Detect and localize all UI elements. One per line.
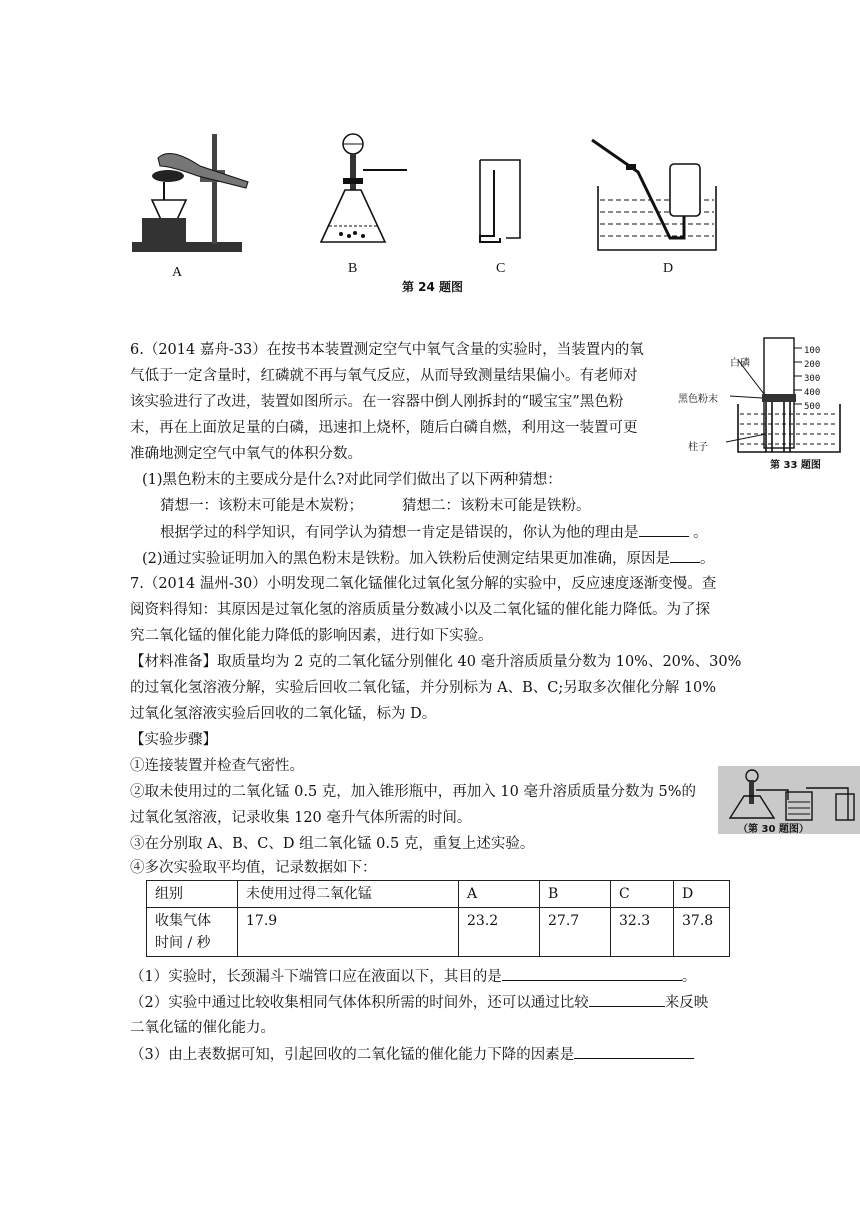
- table-header-cell: A: [459, 881, 540, 908]
- q7-question-2-text: （2）实验中通过比较收集相同气体体积所需的时间外，还可以通过比较: [130, 995, 589, 1011]
- apparatus-c-illustration: [470, 156, 540, 246]
- q7-step-2b: 过氧化氢溶液，记录收集 120 毫升气体所需的时间。: [130, 810, 472, 826]
- label-pillar: 柱子: [688, 442, 708, 453]
- q7-materials-2: 的过氧化氢溶液分解，实验后回收二氧化锰，并分别标为 A、B、C;另取多次催化分解 10%: [130, 680, 717, 696]
- gas-collection-apparatus-illustration: [718, 766, 860, 822]
- figure-24-label-b: B: [348, 261, 358, 276]
- table-cell: 32.3: [611, 908, 674, 957]
- q7-question-2: [130, 990, 708, 1015]
- figure-33-caption: 第 33 题图: [770, 460, 821, 471]
- q7-line-1: 7.（2014 温州-30）小明发现二氧化锰催化过氧化氢分解的实验中，反应速度逐渐变慢。查: [130, 576, 717, 592]
- q6-sub-question-2: [142, 546, 715, 571]
- figure-24-label-d: D: [663, 261, 674, 276]
- q6-answer-blank-1[interactable]: [639, 520, 689, 537]
- q7-question-1: [130, 964, 696, 989]
- q7-steps-title: 【实验步骤】: [130, 732, 217, 748]
- q7-answer-blank-2[interactable]: [589, 990, 665, 1007]
- results-table: [146, 880, 730, 957]
- table-row-label: [147, 908, 238, 957]
- table-header-cell: D: [674, 881, 730, 908]
- q7-step-2a: ②取未使用过的二氧化锰 0.5 克，加入锥形瓶中，再加入 10 毫升溶质质量分数为 5%的: [130, 784, 697, 800]
- q6-guess-2: 猜想二：该粉末可能是铁粉。: [402, 498, 591, 514]
- q7-answer-blank-1[interactable]: [502, 964, 682, 981]
- scale-mark: 100: [804, 346, 821, 356]
- q6-answer-blank-2[interactable]: [670, 546, 700, 563]
- q6-line-4: 末，再在上面放足量的白磷，迅速扣上烧杯，随后白磷自燃，利用这一装置可更: [130, 420, 638, 436]
- table-cell: 23.2: [459, 908, 540, 957]
- q6-guess-1: 猜想一：该粉末可能是木炭粉；: [160, 498, 363, 514]
- q7-question-3: [130, 1042, 694, 1067]
- q7-question-1-end: 。: [681, 969, 697, 985]
- apparatus-d-illustration: [590, 138, 720, 253]
- table-row-label-line-2: 时间 / 秒: [155, 935, 211, 951]
- q7-step-1: ①连接装置并检查气密性。: [130, 758, 304, 774]
- table-header-cell: 未使用过得二氧化锰: [238, 881, 459, 908]
- figure-24-label-c: C: [496, 261, 506, 276]
- table-row-label-line-1: 收集气体: [155, 913, 211, 929]
- q6-sub-question-1b-end: 。: [693, 525, 708, 541]
- q7-question-2-end: 来反映: [664, 995, 709, 1011]
- figure-24: [120, 130, 720, 300]
- table-cell: 37.8: [674, 908, 730, 957]
- table-header-cell: 组别: [147, 881, 238, 908]
- scale-mark: 400: [804, 388, 821, 398]
- table-row: [147, 908, 730, 957]
- q6-sub-question-1b-text: 根据学过的科学知识，有同学认为猜想一肯定是错误的，你认为他的理由是: [160, 525, 639, 541]
- q6-sub-question-1b: [160, 520, 708, 545]
- header-fragment: [128, 112, 198, 118]
- table-cell: 27.7: [540, 908, 611, 957]
- label-black-powder: 黑色粉末: [678, 394, 718, 405]
- q7-question-3-text: （3）由上表数据可知，引起回收的二氧化锰的催化能力下降的因素是: [130, 1047, 575, 1063]
- figure-30: [718, 766, 860, 834]
- q7-line-3: 究二氧化锰的催化能力降低的影响因素，进行如下实验。: [130, 628, 493, 644]
- q7-step-4: ④多次实验取平均值，记录数据如下：: [130, 860, 377, 876]
- apparatus-a-illustration: [130, 130, 260, 260]
- scale-mark: 300: [804, 374, 821, 384]
- figure-30-caption: （第 30 题图）: [738, 824, 809, 835]
- scale-mark: 200: [804, 360, 821, 370]
- q6-sub-question-1: (1)黑色粉末的主要成分是什么?对此同学们做出了以下两种猜想：: [142, 472, 562, 488]
- q6-line-2: 气低于一定含量时，红磷就不再与氧气反应，从而导致测量结果偏小。有老师对: [130, 368, 638, 384]
- q7-answer-blank-3[interactable]: [574, 1042, 694, 1059]
- q6-line-5: 准确地测定空气中氧气的体积分数。: [130, 446, 362, 462]
- q7-materials-1: 【材料准备】取质量均为 2 克的二氧化锰分别催化 40 毫升溶质质量分数为 10%、20%、30%: [130, 654, 742, 670]
- q6-sub-question-2-end: 。: [700, 551, 715, 567]
- q6-line-3: 该实验进行了改进，装置如图所示。在一容器中倒人刚拆封的“暖宝宝”黑色粉: [130, 394, 624, 410]
- figure-33-scale: [804, 344, 820, 414]
- figure-24-label-a: A: [172, 265, 183, 280]
- q7-materials-3: 过氧化氢溶液实验后回收的二氧化锰，标为 D。: [130, 706, 437, 722]
- figure-33: [678, 334, 850, 470]
- table-header-cell: C: [611, 881, 674, 908]
- table-cell: 17.9: [238, 908, 459, 957]
- label-white-phosphorus: 白磷: [730, 358, 750, 369]
- table-header-cell: B: [540, 881, 611, 908]
- figure-24-caption: 第 24 题图: [402, 280, 464, 294]
- q7-line-2: 阅资料得知：其原因是过氧化氢的溶质质量分数减小以及二氧化锰的催化能力降低。为了探: [130, 602, 710, 618]
- q7-step-3: ③在分别取 A、B、C、D 组二氧化锰 0.5 克，重复上述实验。: [130, 836, 535, 852]
- q7-question-2-line-2: 二氧化锰的催化能力。: [130, 1020, 275, 1036]
- q6-line-1: 6.（2014 嘉舟-33）在按书本装置测定空气中氧气含量的实验时，当装置内的氧: [130, 342, 644, 358]
- q6-sub-question-2-text: (2)通过实验证明加入的黑色粉末是铁粉。加入铁粉后使测定结果更加准确，原因是: [142, 551, 671, 567]
- apparatus-b-illustration: [315, 130, 415, 255]
- table-header-row: [147, 881, 730, 908]
- scale-mark: 500: [804, 402, 821, 412]
- q7-question-1-text: （1）实验时，长颈漏斗下端管口应在液面以下，其目的是: [130, 969, 502, 985]
